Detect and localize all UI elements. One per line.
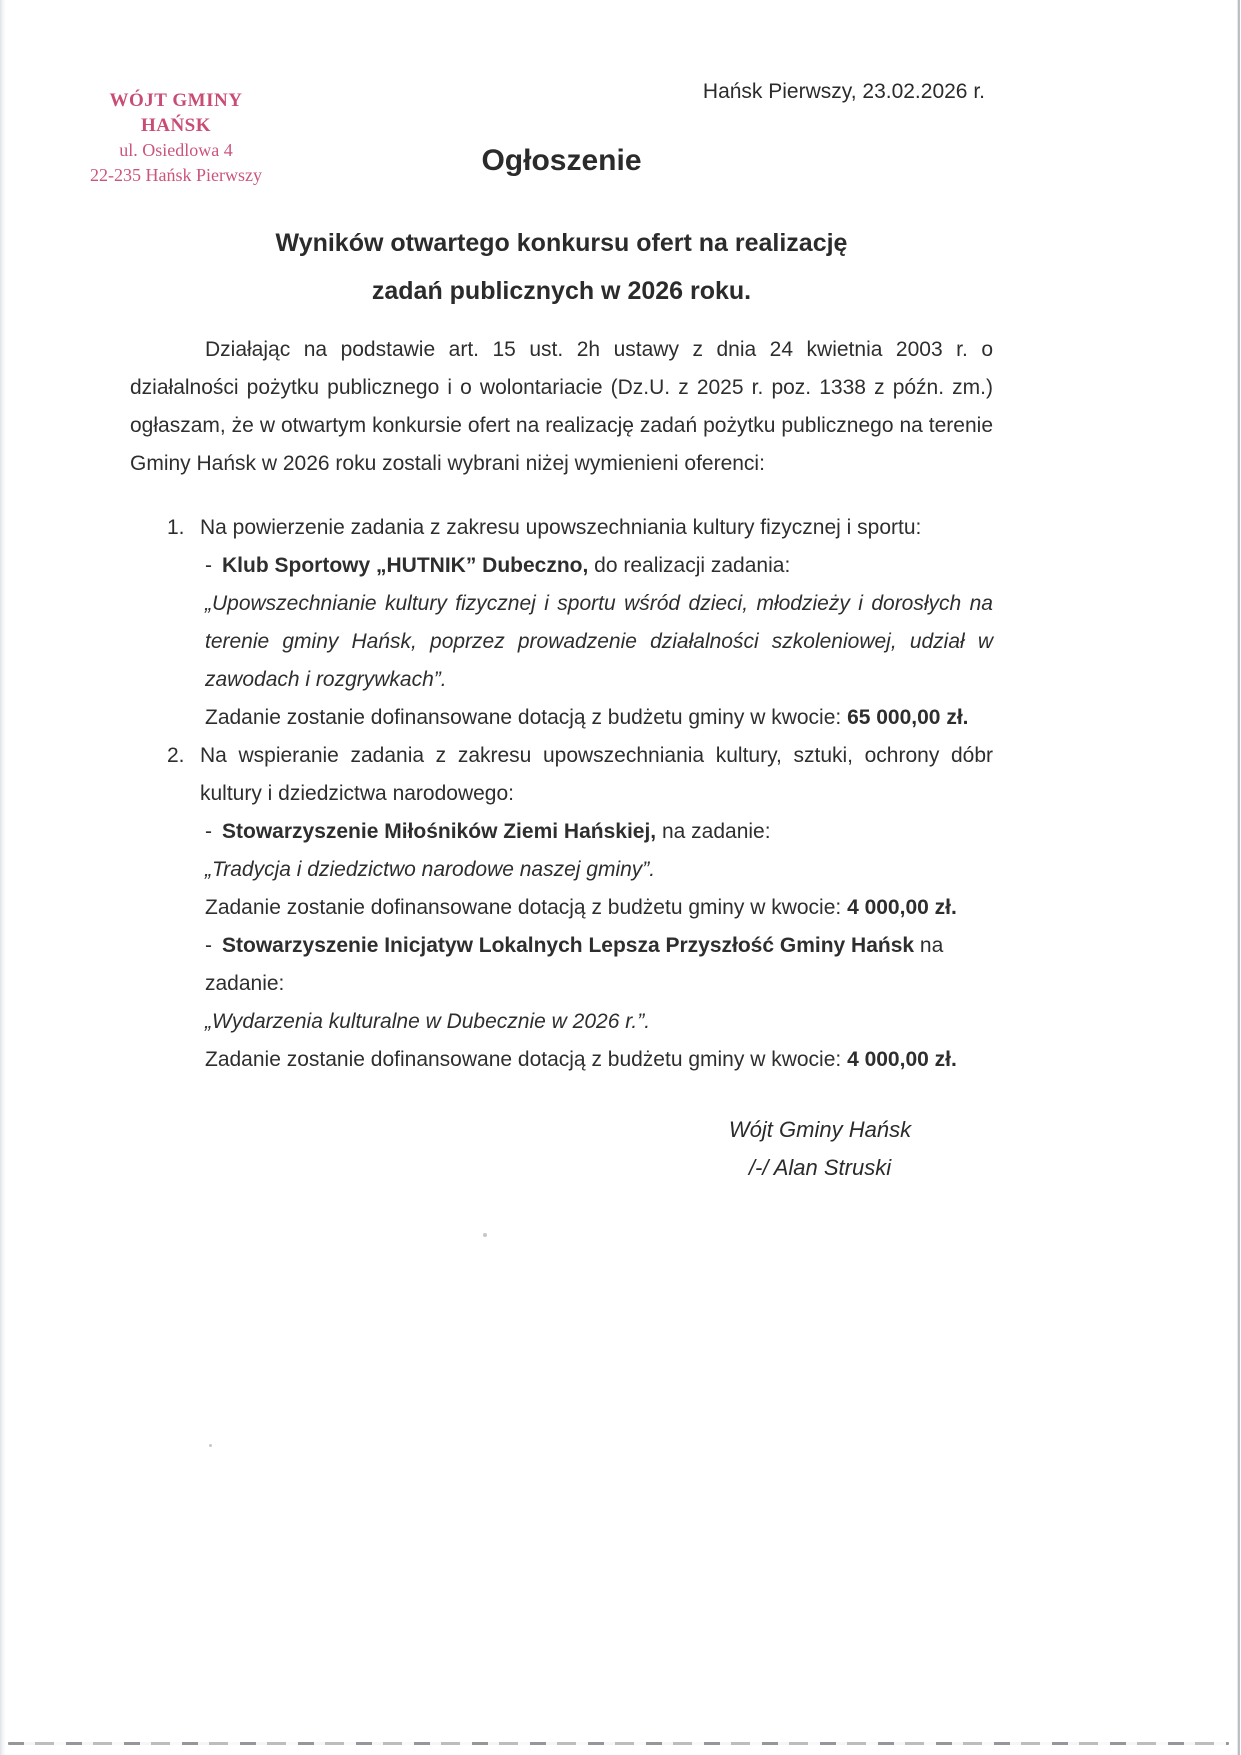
awardee-entry [205,927,993,1003]
dash: - [205,934,212,957]
scan-edge-left [0,0,6,1755]
sender-stamp [76,88,276,188]
funding-line [205,699,993,737]
funding-line [205,889,993,927]
dash: - [205,820,212,843]
task-quote: „Upowszechnianie kultury fizycznej i sportu wśród dzieci, młodzieży i dorosłych na terenie gminy Hańsk, poprzez prowadzenie działalności szkoleniowej, udział w zawodach i rozgrywkach”. [205,592,993,691]
org-name: Klub Sportowy „HUTNIK” Dubeczno, [222,554,589,577]
item-heading: Na powierzenie zadania z zakresu upowszechniania kultury fizycznej i sportu: [200,516,922,539]
funding-line [205,1041,993,1079]
intro-paragraph: Działając na podstawie art. 15 ust. 2h ustawy z dnia 24 kwietnia 2003 r. o działalności pożytku publicznego i o wolontariacie (Dz.U. z 2025 r. poz. 1338 z późn. zm.) ogłaszam, że w otwartym konkursie ofert na realizację zadań pożytku publicznego na terenie Gminy Hańsk w 2026 roku zostali wybrani niżej wymienieni oferenci: [130,338,993,475]
list-item-sport [167,509,993,737]
item-number: 1. [167,516,185,539]
stamp-office-name: WÓJT GMINY HAŃSK [109,90,243,136]
funding-text: Zadanie zostanie dofinansowane dotacją z budżetu gminy w kwocie: [205,706,848,729]
entry-suffix: do realizacji zadania: [588,554,791,577]
funding-text: Zadanie zostanie dofinansowane dotacją z budżetu gminy w kwocie: [205,1048,848,1071]
funding-amount: 65 000,00 zł. [847,706,969,729]
signature-name: /-/ Alan Struski [748,1155,892,1180]
awardee-entry [205,813,993,851]
funding-text: Zadanie zostanie dofinansowane dotacją z budżetu gminy w kwocie: [205,896,848,919]
subtitle-line-2: zadań publicznych w 2026 roku. [371,277,752,305]
scan-edge-right [1237,0,1240,1755]
item-number: 2. [167,744,185,767]
item-heading: Na wspieranie zadania z zakresu upowszechniania kultury, sztuki, ochrony dóbr kultury i dziedzictwa narodowego: [200,744,993,805]
entry-suffix: na zadanie: [656,820,771,843]
stamp-street: ul. Osiedlowa 4 [119,140,233,160]
subtitle-line-1: Wyników otwartego konkursu ofert na realizację [275,229,848,257]
task-quote: „Tradycja i dziedzictwo narodowe naszej gminy”. [205,858,656,881]
awardee-entry [205,547,993,585]
org-name: Stowarzyszenie Miłośników Ziemi Hańskiej, [222,820,657,843]
scan-bottom-artifact [8,1742,1229,1745]
dash: - [205,554,212,577]
task-quote: „Wydarzenia kulturalne w Dubecznie w 2026 r.”. [205,1010,651,1033]
page-title: Ogłoszenie [481,144,642,177]
funding-amount: 4 000,00 zł. [847,1048,957,1071]
entry-suffix: na zadanie: [205,934,944,995]
stamp-city: 22-235 Hańsk Pierwszy [90,165,262,185]
list-item-culture [167,737,993,1079]
scan-speck [483,1233,487,1237]
signature-role: Wójt Gminy Hańsk [728,1117,912,1142]
scan-speck [209,1444,212,1447]
org-name: Stowarzyszenie Inicjatyw Lokalnych Lepsza Przyszłość Gminy Hańsk [222,934,915,957]
results-list [167,509,993,1079]
subtitle [130,219,993,315]
signature-block [700,1111,940,1187]
funding-amount: 4 000,00 zł. [847,896,957,919]
dateline: Hańsk Pierwszy, 23.02.2026 r. [702,80,985,103]
